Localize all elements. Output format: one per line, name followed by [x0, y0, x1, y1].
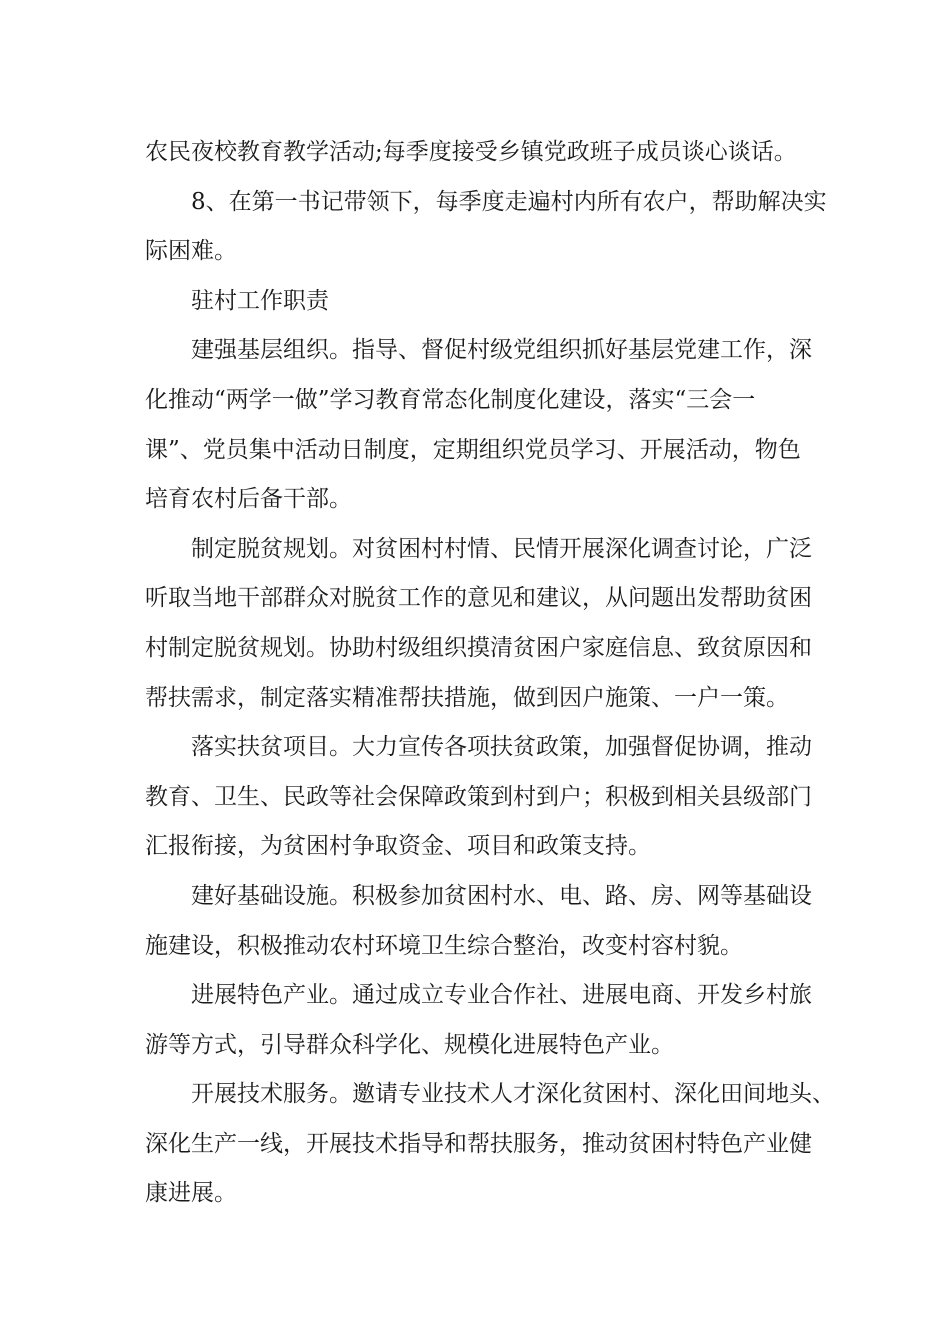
text-line: 教育、卫生、民政等社会保障政策到村到户；积极到相关县级部门 — [145, 783, 812, 810]
text-line: 际困难。 — [145, 238, 237, 265]
text-line: 制定脱贫规划。对贫困村村情、民情开展深化调查讨论，广泛 — [191, 535, 812, 562]
text-line: 建好基础设施。积极参加贫困村水、电、路、房、网等基础设 — [191, 882, 812, 909]
document-body — [145, 128, 835, 1219]
text-line: 培育农村后备干部。 — [145, 486, 352, 513]
section-heading: 驻村工作职责 — [191, 287, 329, 314]
text-line: 8、在第一书记带领下，每季度走遍村内所有农户，帮助解决实 — [191, 188, 827, 215]
text-line: 开展技术服务。邀请专业技术人才深化贫困村、深化田间地头、 — [191, 1081, 835, 1108]
text-line: 课”、党员集中活动日制度，定期组织党员学习、开展活动，物色 — [145, 436, 801, 463]
text-line: 游等方式，引导群众科学化、规模化进展特色产业。 — [145, 1031, 674, 1058]
text-line: 帮扶需求，制定落实精准帮扶措施，做到因户施策、一户一策。 — [145, 684, 789, 711]
text-line: 施建设，积极推动农村环境卫生综合整治，改变村容村貌。 — [145, 932, 743, 959]
text-line: 农民夜校教育教学活动;每季度接受乡镇党政班子成员谈心谈话。 — [145, 139, 797, 165]
text-line: 化推动“两学一做”学习教育常态化制度化建设，落实“三会一 — [145, 386, 756, 413]
text-line: 建强基层组织。指导、督促村级党组织抓好基层党建工作，深 — [191, 337, 812, 364]
text-line: 汇报衔接，为贫困村争取资金、项目和政策支持。 — [145, 833, 651, 860]
text-line: 落实扶贫项目。大力宣传各项扶贫政策，加强督促协调，推动 — [191, 734, 812, 761]
text-line: 听取当地干部群众对脱贫工作的意见和建议，从问题出发帮助贫困 — [145, 585, 812, 612]
text-line: 进展特色产业。通过成立专业合作社、进展电商、开发乡村旅 — [191, 982, 812, 1009]
text-line: 康进展。 — [145, 1180, 237, 1207]
text-line: 村制定脱贫规划。协助村级组织摸清贫困户家庭信息、致贫原因和 — [145, 634, 812, 661]
text-line: 深化生产一线，开展技术指导和帮扶服务，推动贫困村特色产业健 — [145, 1130, 812, 1157]
